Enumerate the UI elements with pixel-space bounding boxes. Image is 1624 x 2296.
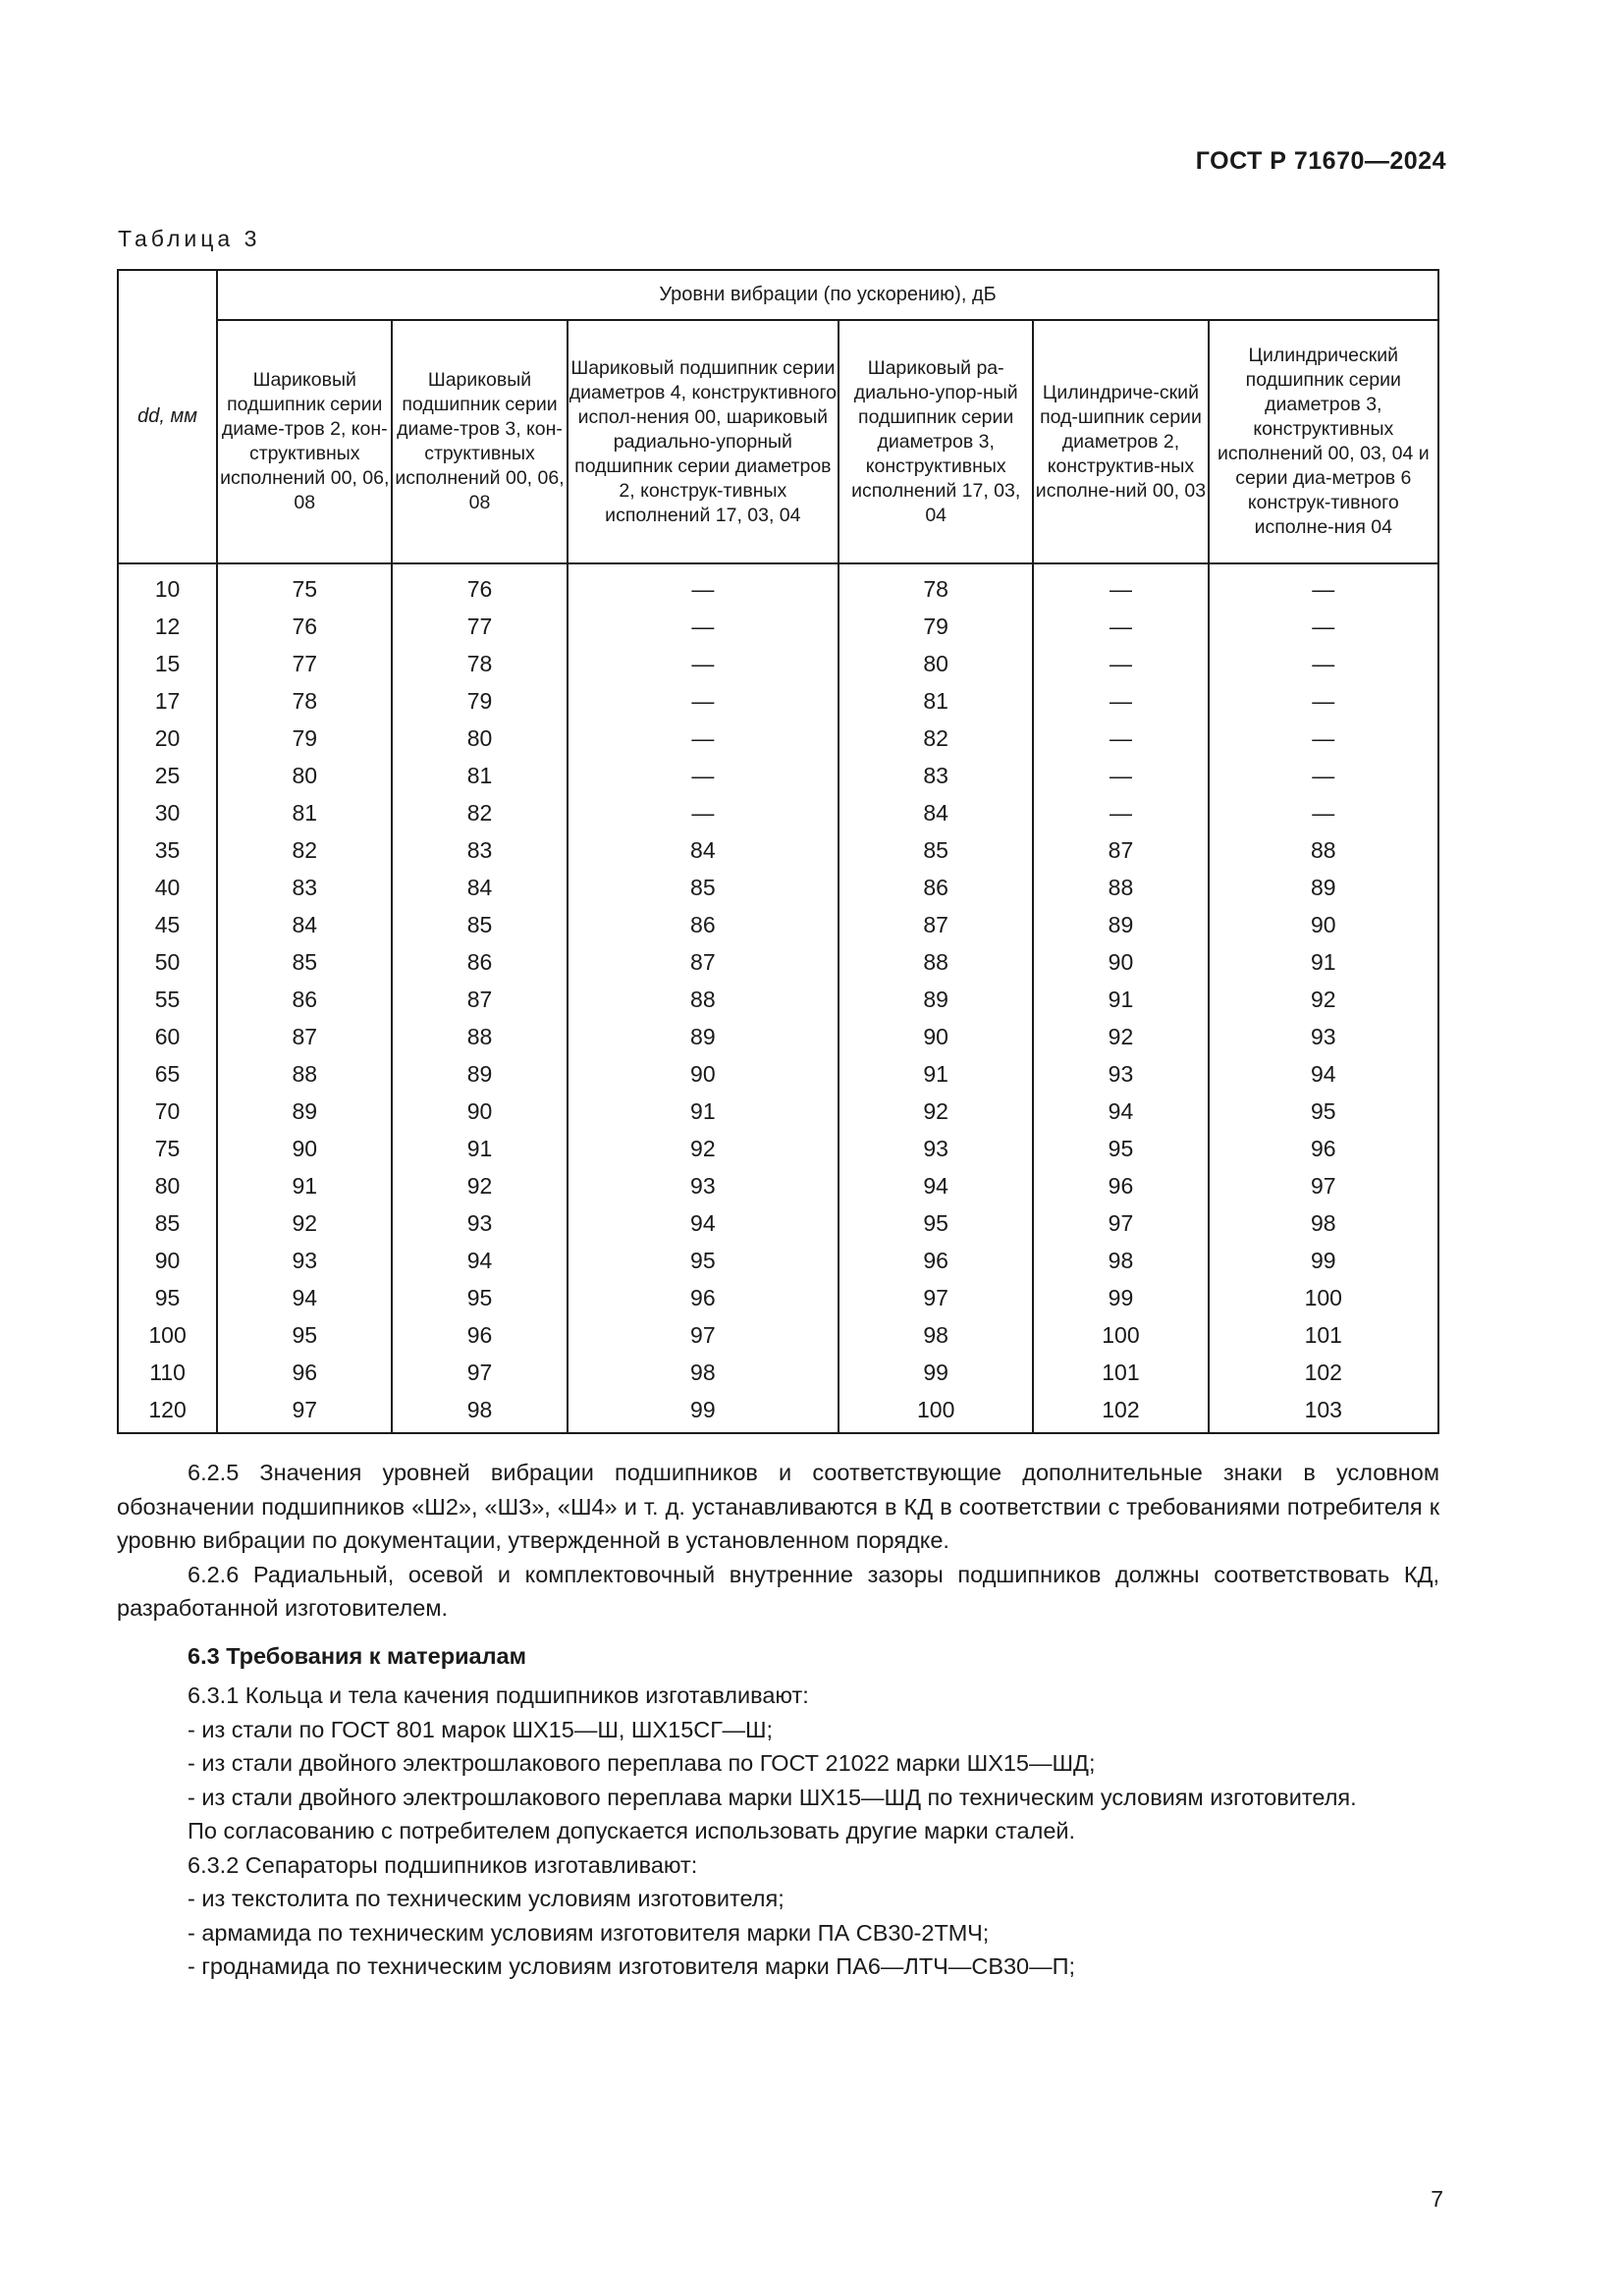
vibration-cell: 97 <box>1033 1204 1208 1242</box>
dd-cell: 80 <box>118 1167 217 1204</box>
vibration-cell: 86 <box>392 943 567 981</box>
vibration-cell: 102 <box>1033 1391 1208 1433</box>
table-row <box>118 1279 1438 1316</box>
list-item: - из стали двойного электрошлакового переплава марки ШХ15—ШД по техническим условиям изготовителя. <box>188 1784 1357 1810</box>
vibration-cell: 88 <box>1209 831 1438 869</box>
vibration-cell: 96 <box>1033 1167 1208 1204</box>
table-row <box>118 1204 1438 1242</box>
paragraph-6-3-1: 6.3.1 Кольца и тела качения подшипников изготавливают: <box>188 1682 809 1708</box>
vibration-cell: — <box>568 608 839 645</box>
vibration-cell: 75 <box>217 563 392 608</box>
vibration-cell: 91 <box>392 1130 567 1167</box>
list-item: - гроднамида по техническим условиям изготовителя марки ПА6—ЛТЧ—СВ30—П; <box>188 1953 1076 1979</box>
vibration-cell: 88 <box>392 1018 567 1055</box>
vibration-cell: 101 <box>1033 1354 1208 1391</box>
vibration-cell: 94 <box>217 1279 392 1316</box>
vibration-cell: 90 <box>1033 943 1208 981</box>
dd-cell: 10 <box>118 563 217 608</box>
section-heading-6-3: 6.3 Требования к материалам <box>188 1642 526 1669</box>
vibration-cell: 77 <box>217 645 392 682</box>
dd-cell: 50 <box>118 943 217 981</box>
vibration-cell: 89 <box>217 1093 392 1130</box>
list-item: - из текстолита по техническим условиям изготовителя; <box>188 1886 785 1911</box>
dd-cell: 40 <box>118 869 217 906</box>
vibration-cell: 95 <box>568 1242 839 1279</box>
vibration-cell: 92 <box>217 1204 392 1242</box>
vibration-cell: 99 <box>1033 1279 1208 1316</box>
vibration-cell: 99 <box>1209 1242 1438 1279</box>
vibration-cell: 92 <box>392 1167 567 1204</box>
vibration-cell: 88 <box>217 1055 392 1093</box>
vibration-cell: 88 <box>839 943 1033 981</box>
vibration-cell: 85 <box>392 906 567 943</box>
vibration-cell: 93 <box>1209 1018 1438 1055</box>
column-header: Шариковый подшипник серии диаме-тров 2, кон-структивных исполнений 00, 06, 08 <box>217 320 392 563</box>
vibration-cell: 87 <box>1033 831 1208 869</box>
vibration-cell: 89 <box>568 1018 839 1055</box>
vibration-cell: 78 <box>217 682 392 720</box>
vibration-cell: 97 <box>839 1279 1033 1316</box>
dd-cell: 120 <box>118 1391 217 1433</box>
table-body <box>118 563 1438 1433</box>
paragraph-agreement: По согласованию с потребителем допускается использовать другие марки сталей. <box>188 1818 1076 1843</box>
table-row <box>118 943 1438 981</box>
column-header: Шариковый подшипник серии диаметров 4, конструктивного испол-нения 00, шариковый радиально-упорный подшипник серии диаметров 2, конструк-тивных исполнений 17, 03, 04 <box>568 320 839 563</box>
table-row <box>118 869 1438 906</box>
vibration-cell: 81 <box>839 682 1033 720</box>
dd-cell: 75 <box>118 1130 217 1167</box>
vibration-cell: 91 <box>1209 943 1438 981</box>
vibration-cell: 96 <box>568 1279 839 1316</box>
table-caption: Таблица 3 <box>118 226 261 251</box>
vibration-cell: 95 <box>1209 1093 1438 1130</box>
vibration-cell: 95 <box>839 1204 1033 1242</box>
vibration-cell: 98 <box>1209 1204 1438 1242</box>
vibration-cell: — <box>568 757 839 794</box>
vibration-cell: — <box>1033 645 1208 682</box>
vibration-cell: 80 <box>839 645 1033 682</box>
vibration-cell: — <box>568 682 839 720</box>
vibration-cell: 80 <box>217 757 392 794</box>
vibration-cell: 92 <box>568 1130 839 1167</box>
vibration-cell: 91 <box>217 1167 392 1204</box>
vibration-cell: — <box>1209 645 1438 682</box>
list-item: - из стали двойного электрошлакового переплава по ГОСТ 21022 марки ШХ15—ШД; <box>188 1750 1096 1776</box>
vibration-cell: 93 <box>568 1167 839 1204</box>
vibration-cell: 85 <box>217 943 392 981</box>
vibration-cell: 76 <box>217 608 392 645</box>
vibration-cell: 82 <box>217 831 392 869</box>
vibration-cell: 86 <box>568 906 839 943</box>
vibration-cell: 96 <box>839 1242 1033 1279</box>
list-item: - из стали по ГОСТ 801 марок ШХ15—Ш, ШХ15СГ—Ш; <box>188 1716 774 1742</box>
vibration-cell: 88 <box>1033 869 1208 906</box>
vibration-cell: 91 <box>839 1055 1033 1093</box>
vibration-cell: 93 <box>1033 1055 1208 1093</box>
vibration-cell: 81 <box>392 757 567 794</box>
dd-cell: 12 <box>118 608 217 645</box>
vibration-cell: 82 <box>839 720 1033 757</box>
paragraph-6-3-2: 6.3.2 Сепараторы подшипников изготавливают: <box>188 1851 698 1878</box>
table-row <box>118 1093 1438 1130</box>
vibration-cell: — <box>568 563 839 608</box>
vibration-cell: 78 <box>839 563 1033 608</box>
vibration-cell: — <box>1209 608 1438 645</box>
vibration-cell: 94 <box>1209 1055 1438 1093</box>
column-header: Цилиндриче-ский под-шипник серии диаметров 2, конструктив-ных исполне-ний 00, 03 <box>1033 320 1208 563</box>
vibration-cell: 97 <box>217 1391 392 1433</box>
dd-cell: 30 <box>118 794 217 831</box>
vibration-cell: 98 <box>568 1354 839 1391</box>
document-body <box>117 1456 1439 1984</box>
vibration-cell: 96 <box>1209 1130 1438 1167</box>
table-row <box>118 1316 1438 1354</box>
vibration-cell: 100 <box>1033 1316 1208 1354</box>
table-row <box>118 757 1438 794</box>
vibration-cell: 89 <box>392 1055 567 1093</box>
vibration-cell: — <box>1033 563 1208 608</box>
vibration-cell: 86 <box>839 869 1033 906</box>
vibration-cell: 93 <box>839 1130 1033 1167</box>
table-row <box>118 906 1438 943</box>
vibration-cell: 93 <box>217 1242 392 1279</box>
table-row <box>118 1055 1438 1093</box>
table-row <box>118 1167 1438 1204</box>
list-item: - армамида по техническим условиям изготовителя марки ПА СВ30-2ТМЧ; <box>188 1919 990 1946</box>
vibration-cell: 97 <box>392 1354 567 1391</box>
vibration-cell: — <box>568 794 839 831</box>
vibration-cell: 79 <box>392 682 567 720</box>
vibration-cell: — <box>1033 682 1208 720</box>
paragraph-6-2-6: 6.2.6 Радиальный, осевой и комплектовочный внутренние зазоры подшипников должны соответствовать КД, разработанной изготовителем. <box>117 1561 1439 1621</box>
vibration-cell: — <box>1209 720 1438 757</box>
vibration-cell: 85 <box>568 869 839 906</box>
vibration-cell: 92 <box>1033 1018 1208 1055</box>
vibration-cell: 84 <box>392 869 567 906</box>
dd-cell: 95 <box>118 1279 217 1316</box>
dd-cell: 90 <box>118 1242 217 1279</box>
dd-cell: 35 <box>118 831 217 869</box>
vibration-cell: 90 <box>1209 906 1438 943</box>
vibration-cell: 98 <box>392 1391 567 1433</box>
vibration-cell: 86 <box>217 981 392 1018</box>
dd-cell: 70 <box>118 1093 217 1130</box>
dd-cell: 60 <box>118 1018 217 1055</box>
table-row <box>118 608 1438 645</box>
vibration-cell: — <box>1209 682 1438 720</box>
vibration-cell: 81 <box>217 794 392 831</box>
vibration-cell: 98 <box>1033 1242 1208 1279</box>
vibration-cell: 95 <box>1033 1130 1208 1167</box>
vibration-cell: 89 <box>1033 906 1208 943</box>
paragraph-6-2-5: 6.2.5 Значения уровней вибрации подшипников и соответствующие дополнительные знаки в условном обозначении подшипников «Ш2», «Ш3», «Ш4» и т. д. устанавливаются в КД в соответствии с требованиями потребителя к уровню вибрации по документации, утвержденной в установленном порядке. <box>117 1460 1439 1553</box>
vibration-cell: 94 <box>568 1204 839 1242</box>
vibration-cell: 102 <box>1209 1354 1438 1391</box>
vibration-cell: 90 <box>392 1093 567 1130</box>
vibration-cell: 90 <box>839 1018 1033 1055</box>
vibration-cell: 83 <box>217 869 392 906</box>
vibration-cell: 93 <box>392 1204 567 1242</box>
dd-cell: 25 <box>118 757 217 794</box>
vibration-cell: 80 <box>392 720 567 757</box>
vibration-cell: 92 <box>839 1093 1033 1130</box>
vibration-cell: — <box>1209 757 1438 794</box>
vibration-cell: 83 <box>839 757 1033 794</box>
dd-column-header: dd, мм <box>118 270 217 563</box>
vibration-cell: — <box>1033 608 1208 645</box>
table-row <box>118 563 1438 608</box>
vibration-cell: 84 <box>568 831 839 869</box>
vibration-cell: — <box>568 720 839 757</box>
table-row <box>118 682 1438 720</box>
vibration-cell: 101 <box>1209 1316 1438 1354</box>
dd-cell: 17 <box>118 682 217 720</box>
vibration-cell: 95 <box>392 1279 567 1316</box>
vibration-cell: 98 <box>839 1316 1033 1354</box>
table-row <box>118 645 1438 682</box>
vibration-table <box>117 269 1439 1434</box>
vibration-cell: 87 <box>839 906 1033 943</box>
vibration-cell: 84 <box>217 906 392 943</box>
vibration-cell: — <box>1033 720 1208 757</box>
vibration-cell: 97 <box>1209 1167 1438 1204</box>
vibration-cell: 90 <box>568 1055 839 1093</box>
vibration-cell: 82 <box>392 794 567 831</box>
vibration-cell: 94 <box>392 1242 567 1279</box>
vibration-cell: 79 <box>839 608 1033 645</box>
vibration-cell: 91 <box>1033 981 1208 1018</box>
vibration-cell: 87 <box>217 1018 392 1055</box>
vibration-cell: 91 <box>568 1093 839 1130</box>
vibration-cell: 77 <box>392 608 567 645</box>
table-row <box>118 831 1438 869</box>
dd-cell: 20 <box>118 720 217 757</box>
vibration-cell: 100 <box>1209 1279 1438 1316</box>
vibration-cell: 84 <box>839 794 1033 831</box>
vibration-cell: 99 <box>839 1354 1033 1391</box>
dd-cell: 55 <box>118 981 217 1018</box>
table-row <box>118 1130 1438 1167</box>
vibration-cell: 96 <box>217 1354 392 1391</box>
vibration-cell: 90 <box>217 1130 392 1167</box>
vibration-cell: 99 <box>568 1391 839 1433</box>
vibration-cell: 89 <box>1209 869 1438 906</box>
vibration-cell: 100 <box>839 1391 1033 1433</box>
vibration-cell: 87 <box>568 943 839 981</box>
page-number: 7 <box>1431 2186 1443 2212</box>
table-row <box>118 1354 1438 1391</box>
table-row <box>118 720 1438 757</box>
table-row <box>118 1391 1438 1433</box>
standard-code: ГОСТ Р 71670—2024 <box>1195 147 1446 175</box>
dd-cell: 85 <box>118 1204 217 1242</box>
vibration-cell: 88 <box>568 981 839 1018</box>
column-header: Шариковый ра-диально-упор-ный подшипник серии диаметров 3, конструктивных исполнений 17, 03, 04 <box>839 320 1033 563</box>
vibration-cell: 76 <box>392 563 567 608</box>
dd-cell: 110 <box>118 1354 217 1391</box>
vibration-cell: 95 <box>217 1316 392 1354</box>
table-row <box>118 1242 1438 1279</box>
vibration-cell: — <box>1033 757 1208 794</box>
dd-cell: 100 <box>118 1316 217 1354</box>
vibration-cell: 83 <box>392 831 567 869</box>
vibration-cell: — <box>1209 563 1438 608</box>
vibration-cell: 97 <box>568 1316 839 1354</box>
vibration-group-header: Уровни вибрации (по ускорению), дБ <box>217 270 1438 320</box>
table-row <box>118 981 1438 1018</box>
dd-cell: 65 <box>118 1055 217 1093</box>
vibration-cell: 96 <box>392 1316 567 1354</box>
vibration-cell: 85 <box>839 831 1033 869</box>
vibration-cell: — <box>1033 794 1208 831</box>
column-header: Шариковый подшипник серии диаме-тров 3, кон-структивных исполнений 00, 06, 08 <box>392 320 567 563</box>
dd-cell: 45 <box>118 906 217 943</box>
vibration-cell: 92 <box>1209 981 1438 1018</box>
table-row <box>118 794 1438 831</box>
vibration-cell: 79 <box>217 720 392 757</box>
vibration-cell: 78 <box>392 645 567 682</box>
column-header: Цилиндрический подшипник серии диаметров 3, конструктивных исполнений 00, 03, 04 и серии диа-метров 6 конструк-тивного исполне-ния 04 <box>1209 320 1438 563</box>
vibration-cell: 94 <box>1033 1093 1208 1130</box>
vibration-cell: — <box>1209 794 1438 831</box>
vibration-cell: 87 <box>392 981 567 1018</box>
vibration-cell: 94 <box>839 1167 1033 1204</box>
vibration-cell: 89 <box>839 981 1033 1018</box>
table-row <box>118 1018 1438 1055</box>
vibration-cell: 103 <box>1209 1391 1438 1433</box>
dd-cell: 15 <box>118 645 217 682</box>
vibration-cell: — <box>568 645 839 682</box>
